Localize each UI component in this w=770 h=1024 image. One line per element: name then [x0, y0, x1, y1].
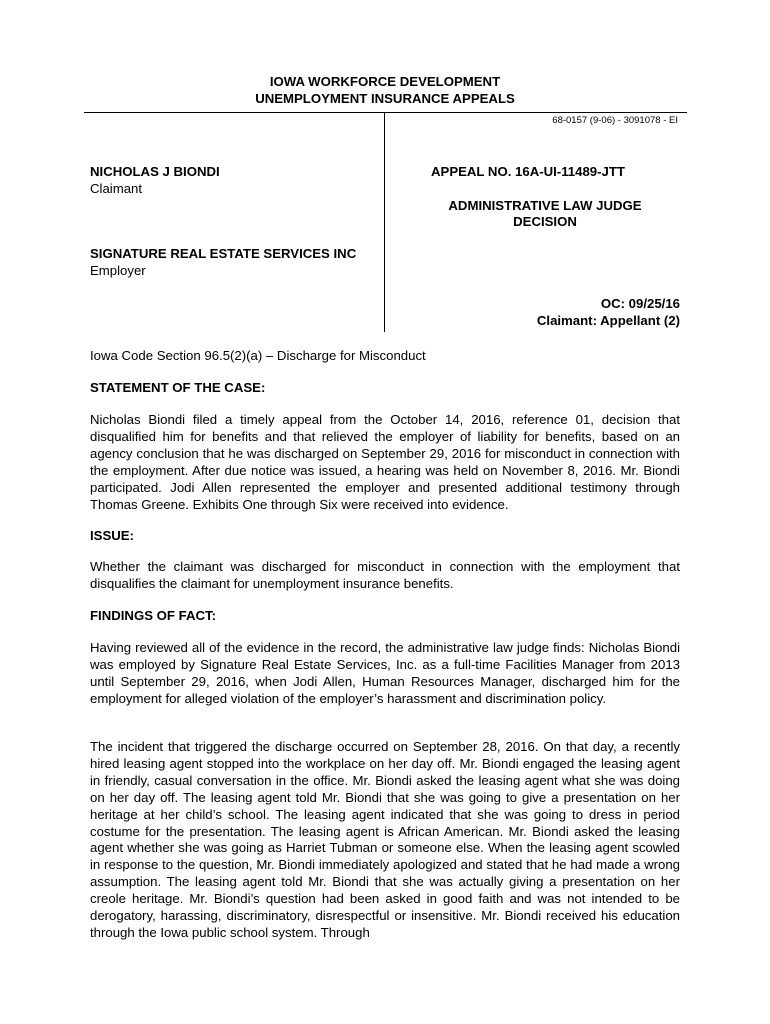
employer-name: SIGNATURE REAL ESTATE SERVICES INC	[90, 246, 357, 261]
statement-text: Nicholas Biondi filed a timely appeal from the October 14, 2016, reference 01, decision that disqualified him for benefits and that relieved the employer of liability for benefits, based on an agency conclusion that he was discharged on September 29, 2016 for misconduct in connection with the employment. After due notice was issued, a hearing was held on November 8, 2016. Mr. Biondi participated. Jodi Allen represented the employer and presented additional testimony through Thomas Greene. Exhibits One through Six were received into evidence.	[90, 412, 680, 512]
decision-title-line1: ADMINISTRATIVE LAW JUDGE	[448, 198, 642, 213]
header-vertical-rule	[384, 112, 385, 332]
oc-date: OC: 09/25/16	[600, 296, 680, 311]
claimant-name: NICHOLAS J BIONDI	[90, 164, 220, 179]
issue-text: Whether the claimant was discharged for misconduct in connection with the employment that disqualifies the claimant for unemployment insurance benefits.	[90, 559, 680, 591]
code-section: Iowa Code Section 96.5(2)(a) – Discharge for Misconduct	[90, 348, 426, 363]
decision-title-line2: DECISION	[513, 214, 577, 229]
header-horizontal-rule	[84, 112, 687, 113]
findings-paragraph-1: Having reviewed all of the evidence in the record, the administrative law judge finds: Nicholas Biondi was employed by Signature Real Estate Services, Inc. as a full-time Facilities Manager from 2013 until September 29, 2016, when Jodi Allen, Human Resources Manager, discharged him for the employment for alleged violation of the employer’s harassment and discrimination policy.	[90, 640, 680, 706]
appellant-line: Claimant: Appellant (2)	[536, 313, 680, 328]
issue-heading: ISSUE:	[90, 528, 134, 543]
appeal-number: APPEAL NO. 16A-UI-11489-JTT	[431, 164, 625, 179]
agency-division: UNEMPLOYMENT INSURANCE APPEALS	[255, 91, 515, 106]
form-code: 68-0157 (9-06) - 3091078 - EI	[552, 115, 678, 126]
claimant-role: Claimant	[90, 181, 143, 196]
findings-paragraph-2: The incident that triggered the discharge occurred on September 28, 2016. On that day, a recently hired leasing agent stopped into the workplace on her day off. Mr. Biondi engaged the leasing agent in friendly, casual conversation in the office. Mr. Biondi asked the leasing agent what she was doing on her day off. The leasing agent told Mr. Biondi that she was going to give a presentation on her heritage at her child’s school. The leasing agent indicated that she was going to dress in period costume for the presentation. The leasing agent is African American. Mr. Biondi asked the leasing agent whether she was going as Harriet Tubman or someone else. When the leasing agent scowled in response to the question, Mr. Biondi immediately apologized and stated that he had made a wrong assumption. The leasing agent told Mr. Biondi that she was actually giving a presentation on her creole heritage. Mr. Biondi’s question had been asked in good faith and was not intended to be derogatory, harassing, discriminatory, disrespectful or insensitive. Mr. Biondi received his education through the Iowa public school system. Through	[90, 739, 680, 940]
statement-heading: STATEMENT OF THE CASE:	[90, 380, 266, 395]
employer-role: Employer	[90, 263, 146, 278]
agency-name: IOWA WORKFORCE DEVELOPMENT	[269, 74, 501, 89]
findings-heading: FINDINGS OF FACT:	[90, 608, 217, 623]
